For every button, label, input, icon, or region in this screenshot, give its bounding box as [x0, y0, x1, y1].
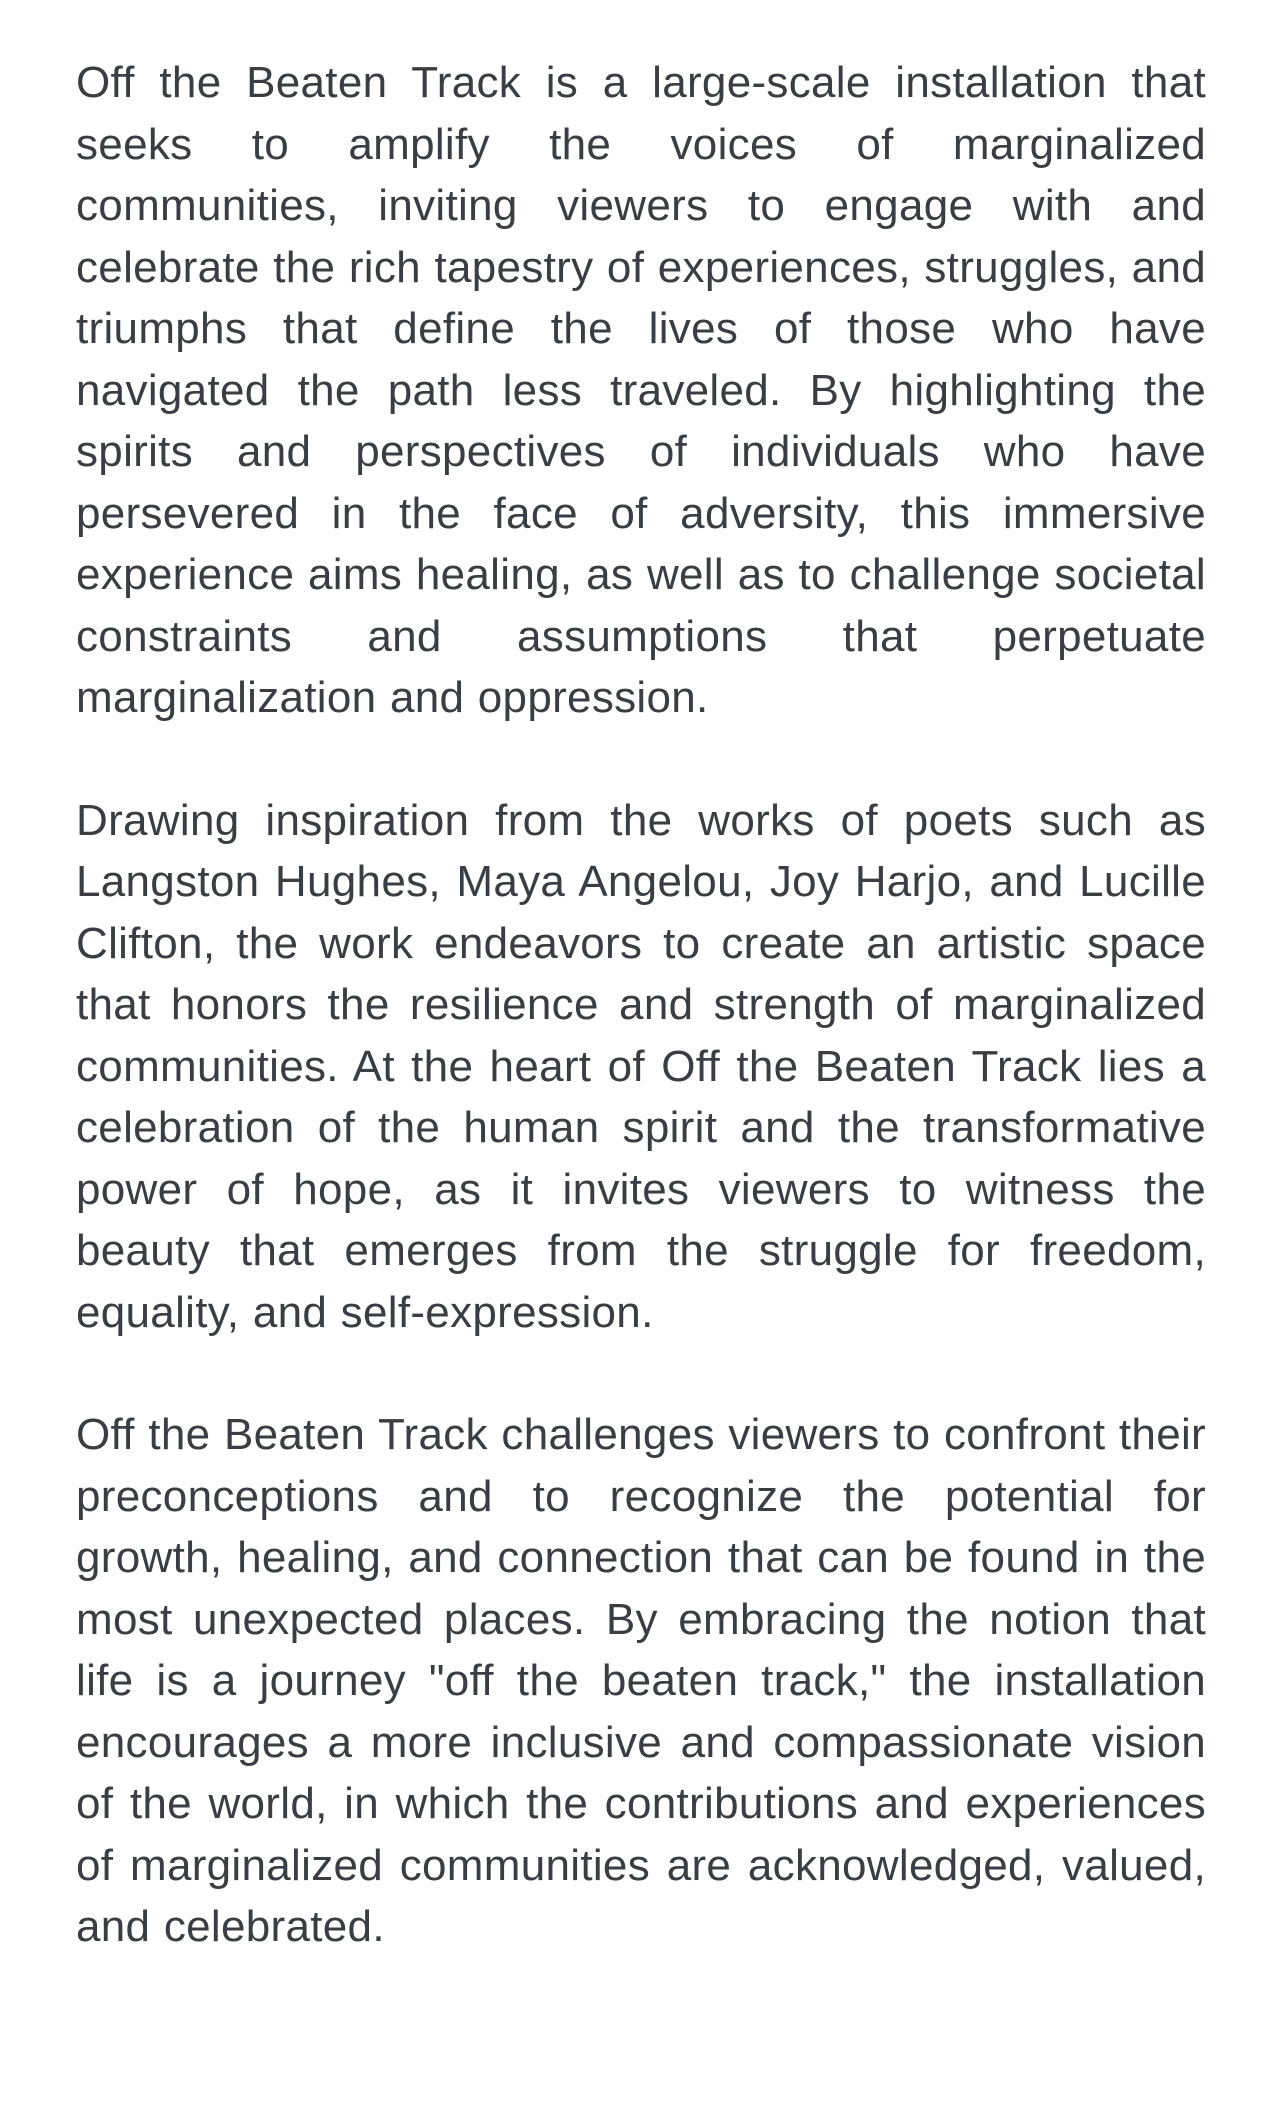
paragraph-conclusion: Off the Beaten Track challenges viewers to confront their preconceptions and to recognize the potential for growth, healing, and connection that can be found in the most unexpected places. By embracing the notion that life is a journey "off the beaten track," the installation encourages a more inclusive and compassionate vision of the world, in which the contributions and experiences of marginalized communities are acknowledged, valued, and celebrated.: [76, 1410, 1206, 1951]
article-body: [76, 52, 1206, 1958]
paragraph-intro: Off the Beaten Track is a large-scale installation that seeks to amplify the voices of marginalized communities, inviting viewers to engage with and celebrate the rich tapestry of experiences, struggles, and triumphs that define the lives of those who have navigated the path less traveled. By highlighting the spirits and perspectives of individuals who have persevered in the face of adversity, this immersive experience aims healing, as well as to challenge societal constraints and assumptions that perpetuate marginalization and oppression.: [76, 58, 1206, 722]
paragraph-inspiration: Drawing inspiration from the works of poets such as Langston Hughes, Maya Angelou, Joy Harjo, and Lucille Clifton, the work endeavors to create an artistic space that honors the resilience and strength of marginalized communities. At the heart of Off the Beaten Track lies a celebration of the human spirit and the transformative power of hope, as it invites viewers to witness the beauty that emerges from the struggle for freedom, equality, and self-expression.: [76, 795, 1206, 1337]
